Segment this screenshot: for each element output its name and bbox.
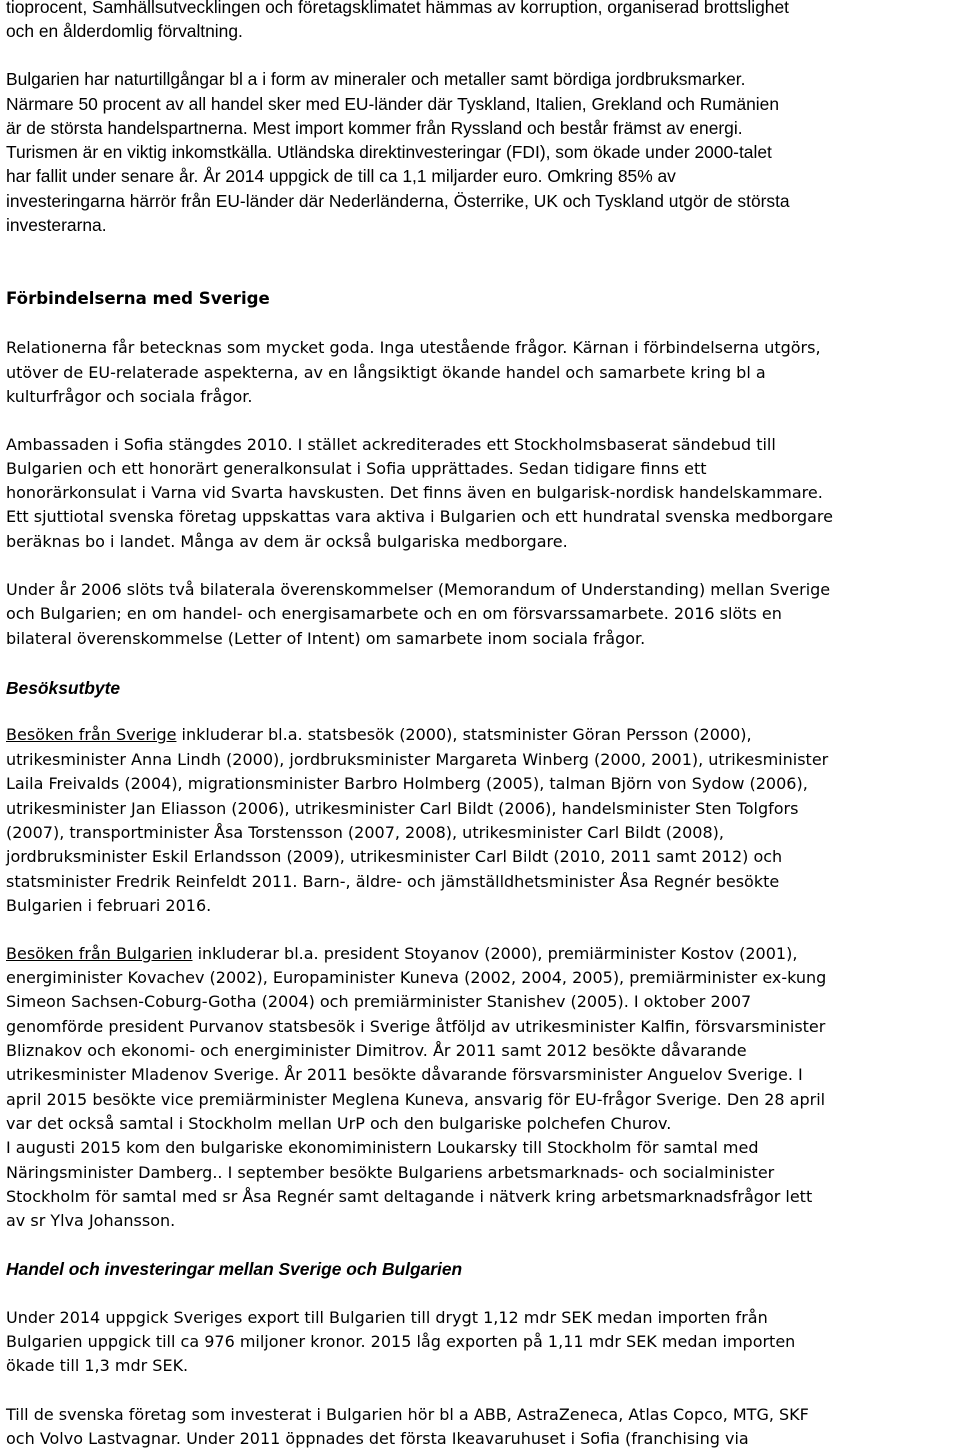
- section-heading-trade: Handel och investeringar mellan Sverige och Bulgarien: [6, 1259, 463, 1279]
- text-span: inkluderar bl.a. president Stoyanov (2000), premiärminister Kostov (2001),: [192, 944, 798, 963]
- text-line: I augusti 2015 kom den bulgariske ekonomiministern Loukarsky till Stockholm för samtal med: [6, 1138, 759, 1157]
- text-line: energiminister Kovachev (2002), Europaminister Kuneva (2002, 2004, 2005), premiärminister ex-kung: [6, 968, 827, 987]
- text-line: Närmare 50 procent av all handel sker med EU-länder där Tyskland, Italien, Grekland och Rumänien: [6, 94, 779, 114]
- text-line: beräknas bo i landet. Många av dem är också bulgariska medborgare.: [6, 532, 568, 551]
- text-line: utrikesminister Jan Eliasson (2006), utrikesminister Carl Bildt (2006), handelsminister Sten Tolgfors: [6, 799, 799, 818]
- section-heading-visits: Besöksutbyte: [6, 678, 121, 698]
- text-span: inkluderar bl.a. statsbesök (2000), statsminister Göran Persson (2000),: [176, 725, 752, 744]
- text-line: Turismen är en viktig inkomstkälla. Utländska direktinvesteringar (FDI), som ökade under 2000-talet: [6, 142, 772, 162]
- text-line: Bliznakov och ekonomi- och energiminister Dimitrov. År 2011 samt 2012 besökte dåvarande: [6, 1041, 747, 1060]
- text-line: utrikesminister Anna Lindh (2000), jordbruksminister Margareta Winberg (2000, 2001), utrikesminister: [6, 750, 829, 769]
- text-line: april 2015 besökte vice premiärminister Meglena Kuneva, ansvarig för EU-frågor Sverige. Den 28 april: [6, 1090, 826, 1109]
- text-line: var det också samtal i Stockholm mellan UrP och den bulgariske polchefen Churov.: [6, 1114, 672, 1133]
- text-line: och Bulgarien; en om handel- och energisamarbete och en om försvarssamarbete. 2016 slöts en: [6, 604, 782, 623]
- text-line: är de största handelspartnerna. Mest import kommer från Ryssland och består främst av energi.: [6, 118, 743, 138]
- text-line: Relationerna får betecknas som mycket goda. Inga utestående frågor. Kärnan i förbindelserna utgörs,: [6, 338, 821, 357]
- text-line: tioprocent, Samhällsutvecklingen och företagsklimatet hämmas av korruption, organiserad brottslighet: [6, 0, 789, 17]
- text-line: statsminister Fredrik Reinfeldt 2011. Barn-, äldre- och jämställdhetsminister Åsa Regnér besökte: [6, 872, 780, 891]
- text-line: Näringsminister Damberg.. I september besökte Bulgariens arbetsmarknads- och socialminister: [6, 1163, 775, 1182]
- text-line: ökade till 1,3 mdr SEK.: [6, 1356, 189, 1375]
- text-line: honorärkonsulat i Varna vid Svarta havskusten. Det finns även en bulgarisk-nordisk handelskammare.: [6, 483, 823, 502]
- text-line: Under år 2006 slöts två bilaterala överenskommelser (Memorandum of Understanding) mellan Sverige: [6, 580, 831, 599]
- text-line: Ambassaden i Sofia stängdes 2010. I stället ackrediterades ett Stockholmsbaserat sändebud till: [6, 435, 776, 454]
- text-line: Till de svenska företag som investerat i Bulgarien hör bl a ABB, AstraZeneca, Atlas Copco, MTG, SKF: [6, 1405, 809, 1424]
- text-line: Under 2014 uppgick Sveriges export till Bulgarien till drygt 1,12 mdr SEK medan importen från: [6, 1308, 768, 1327]
- visits-from-bulgaria-link[interactable]: Besöken från Bulgarien: [6, 944, 193, 963]
- text-line: investerarna.: [6, 215, 107, 235]
- text-line: Bulgarien uppgick till ca 976 miljoner kronor. 2015 låg exporten på 1,11 mdr SEK medan importen: [6, 1332, 796, 1351]
- text-line: kulturfrågor och sociala frågor.: [6, 387, 253, 406]
- text-line: genomförde president Purvanov statsbesök i Sverige åtföljd av utrikesminister Kalfin, försvarsminister: [6, 1017, 826, 1036]
- text-line: Bulgarien i februari 2016.: [6, 896, 212, 915]
- text-line: bilateral överenskommelse (Letter of Intent) om samarbete inom sociala frågor.: [6, 629, 646, 648]
- text-line: och en ålderdomlig förvaltning.: [6, 21, 243, 41]
- text-line: Laila Freivalds (2004), migrationsminister Barbro Holmberg (2005), talman Björn von Sydow (2006),: [6, 774, 808, 793]
- text-line: av sr Ylva Johansson.: [6, 1211, 176, 1230]
- text-line: (2007), transportminister Åsa Torstensson (2007, 2008), utrikesminister Carl Bildt (2008),: [6, 823, 724, 842]
- section-heading-relations: Förbindelserna med Sverige: [6, 289, 270, 308]
- text-line: Stockholm för samtal med sr Åsa Regnér samt deltagande i nätverk kring arbetsmarknadsfrågor lett: [6, 1187, 813, 1206]
- text-line: [6, 723, 752, 747]
- text-line: Simeon Sachsen-Coburg-Gotha (2004) och premiärminister Stanishev (2005). I oktober 2007: [6, 992, 752, 1011]
- text-line: [6, 942, 797, 966]
- text-line: och Volvo Lastvagnar. Under 2011 öppnades det första Ikeavaruhuset i Sofia (franchising via: [6, 1429, 749, 1448]
- text-line: Bulgarien har naturtillgångar bl a i form av mineraler och metaller samt bördiga jordbruksmarker.: [6, 69, 746, 89]
- text-line: Bulgarien och ett honorärt generalkonsulat i Sofia upprättades. Sedan tidigare finns ett: [6, 459, 707, 478]
- text-line: investeringarna härrör från EU-länder där Nederländerna, Österrike, UK och Tyskland utgör de största: [6, 191, 790, 211]
- text-line: utöver de EU-relaterade aspekterna, av en långsiktigt ökande handel och samarbete kring bl a: [6, 363, 766, 382]
- text-line: har fallit under senare år. År 2014 uppgick de till ca 1,1 miljarder euro. Omkring 85% av: [6, 166, 676, 186]
- text-line: Ett sjuttiotal svenska företag uppskattas vara aktiva i Bulgarien och ett hundratal svenska medborgare: [6, 507, 833, 526]
- text-line: utrikesminister Mladenov Sverige. År 2011 besökte dåvarande försvarsminister Anguelov Sverige. I: [6, 1065, 803, 1084]
- visits-from-sweden-link[interactable]: Besöken från Sverige: [6, 725, 177, 744]
- text-line: jordbruksminister Eskil Erlandsson (2009), utrikesminister Carl Bildt (2010, 2011 samt 2012) och: [6, 847, 783, 866]
